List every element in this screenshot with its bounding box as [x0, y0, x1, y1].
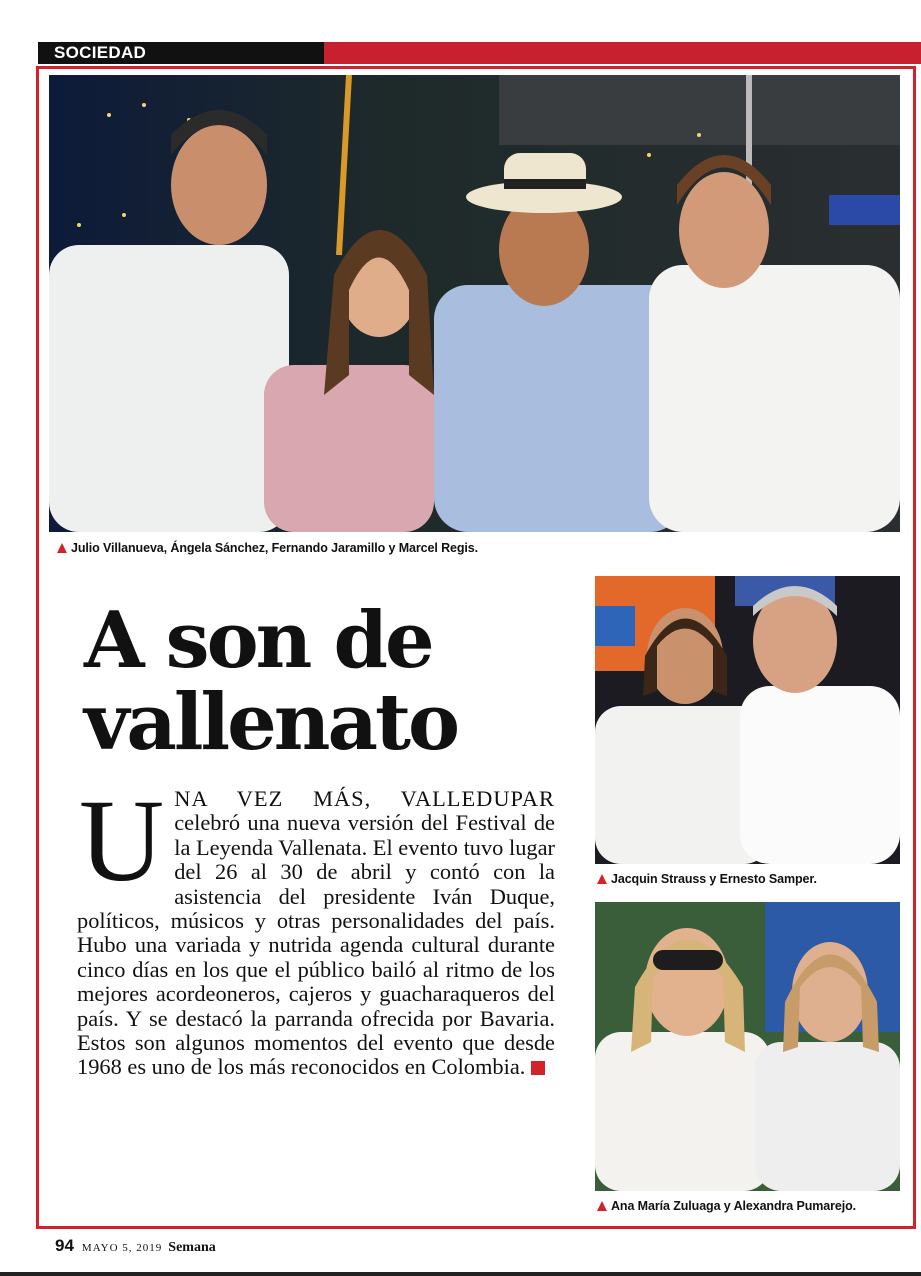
article-lead: NA VEZ MÁS, VALLEDUPAR — [174, 786, 555, 811]
caption-triangle-icon — [597, 874, 607, 884]
article-body — [77, 775, 555, 1080]
headline-line-2: vallenato — [84, 677, 458, 768]
magazine-name: Semana — [168, 1240, 216, 1255]
issue-date: MAYO 5, 2019 — [81, 1242, 163, 1254]
right-top-photo — [595, 576, 900, 864]
bottom-rule — [0, 1272, 921, 1276]
main-group-photo — [49, 75, 900, 532]
main-photo-caption: Julio Villanueva, Ángela Sánchez, Fernando Jaramillo y Marcel Regis. — [57, 541, 478, 555]
caption-triangle-icon — [597, 1201, 607, 1211]
end-mark-icon — [531, 1061, 545, 1075]
right-bottom-caption: Ana María Zuluaga y Alexandra Pumarejo. — [597, 1199, 856, 1213]
caption-triangle-icon — [57, 543, 67, 553]
section-label: SOCIEDAD — [38, 42, 324, 64]
right-top-caption: Jacquin Strauss y Ernesto Samper. — [597, 872, 817, 886]
article-body-text: celebró una nueva versión del Festival de la Leyenda Vallenata. El evento tuvo lugar del 26 al 30 de abril y contó con la asistencia del presidente Iván Duque, políticos, músicos y otras personalidades del país. Hubo una variada y nutrida agenda cultural durante cinco días en los que el público bailó al ritmo de los mejores acordeoneros, cajeros y guacharaqueros del país. Y se destacó la parranda ofrecida por Bavaria. Estos son algunos momentos del evento que desde 1968 es uno de los más reconocidos en Colombia. — [77, 810, 555, 1080]
page-number: 94 — [55, 1236, 74, 1255]
article-headline — [84, 595, 564, 768]
right-bottom-photo — [595, 902, 900, 1191]
headline-line-1: A son de — [84, 595, 432, 686]
page-footer — [55, 1236, 216, 1256]
drop-cap: U — [79, 775, 165, 906]
